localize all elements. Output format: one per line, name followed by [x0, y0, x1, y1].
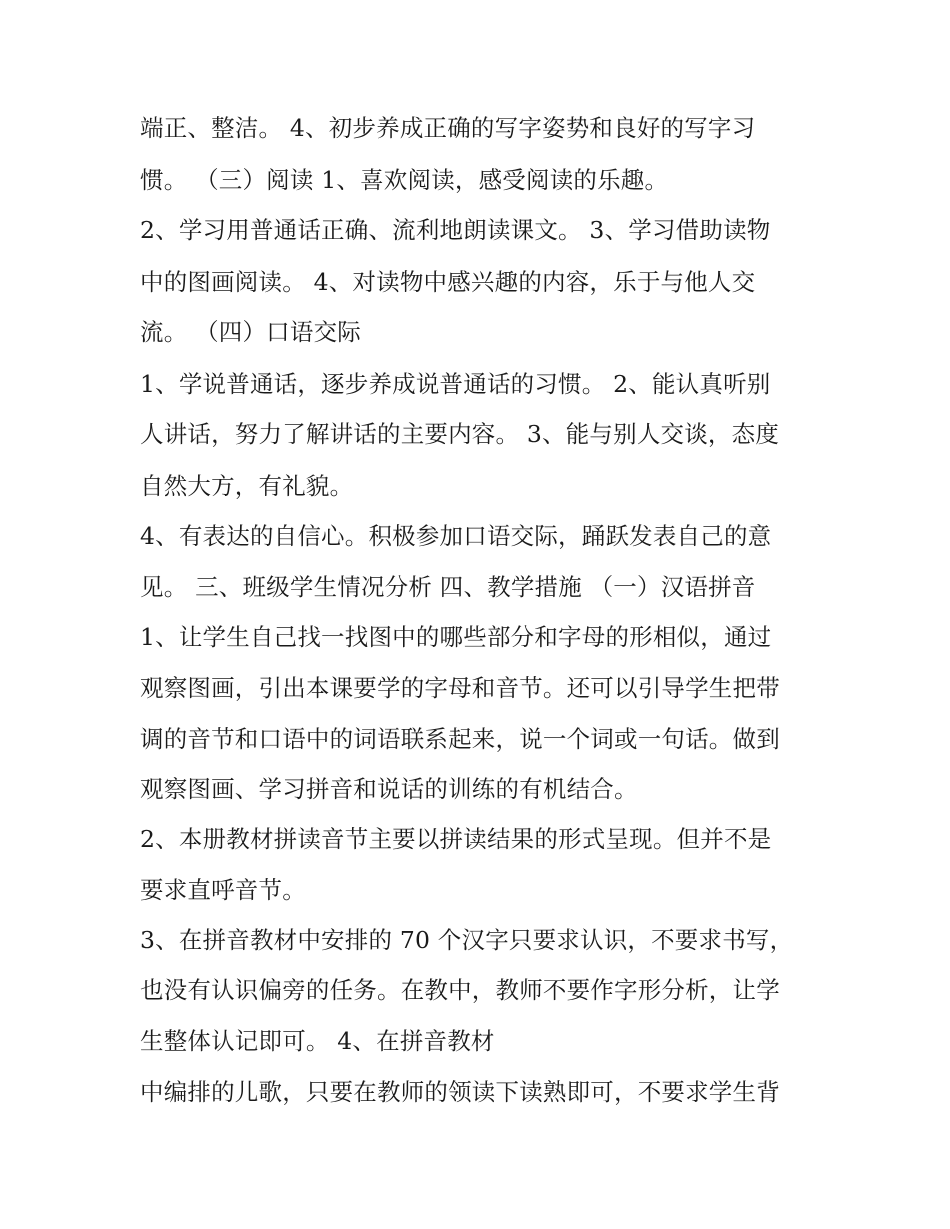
text-line: 2、本册教材拼读音节主要以拼读结果的形式呈现。但并不是 — [140, 825, 772, 853]
text-line: 端正、整洁。 4、初步养成正确的写字姿势和良好的写字习 — [140, 114, 756, 142]
text-line: 见。 三、班级学生情况分析 四、教学措施 （一）汉语拼音 — [140, 573, 756, 601]
text-line: 1、学说普通话，逐步养成说普通话的习惯。 2、能认真听别 — [140, 370, 771, 398]
text-line: 要求直呼音节。 — [140, 876, 306, 904]
text-line: 流。 （四）口语交际 — [140, 318, 361, 346]
text-line: 人讲话，努力了解讲话的主要内容。 3、能与别人交谈，态度 — [140, 420, 780, 448]
text-line: 观察图画、学习拼音和说话的训练的有机结合。 — [140, 775, 638, 803]
text-line: 2、学习用普通话正确、流利地朗读课文。 3、学习借助读物 — [140, 216, 771, 244]
text-line: 也没有认识偏旁的任务。在教中，教师不要作字形分析，让学 — [140, 976, 780, 1004]
text-line: 观察图画，引出本课要学的字母和音节。还可以引导学生把带 — [140, 674, 780, 702]
text-line: 自然大方，有礼貌。 — [140, 472, 354, 500]
text-line: 中编排的儿歌，只要在教师的领读下读熟即可，不要求学生背 — [140, 1078, 780, 1106]
text-line: 调的音节和口语中的词语联系起来，说一个词或一句话。做到 — [140, 725, 780, 753]
text-line: 中的图画阅读。 4、对读物中感兴趣的内容，乐于与他人交 — [140, 268, 756, 296]
text-line: 惯。 （三）阅读 1、喜欢阅读，感受阅读的乐趣。 — [140, 166, 669, 194]
text-line: 4、有表达的自信心。积极参加口语交际，踊跃发表自己的意 — [140, 522, 772, 550]
text-line: 生整体认记即可。 4、在拼音教材 — [140, 1027, 495, 1055]
text-line: 1、让学生自己找一找图中的哪些部分和字母的形相似，通过 — [140, 623, 772, 651]
text-line: 3、在拼音教材中安排的 70 个汉字只要求认识，不要求书写， — [140, 926, 794, 954]
